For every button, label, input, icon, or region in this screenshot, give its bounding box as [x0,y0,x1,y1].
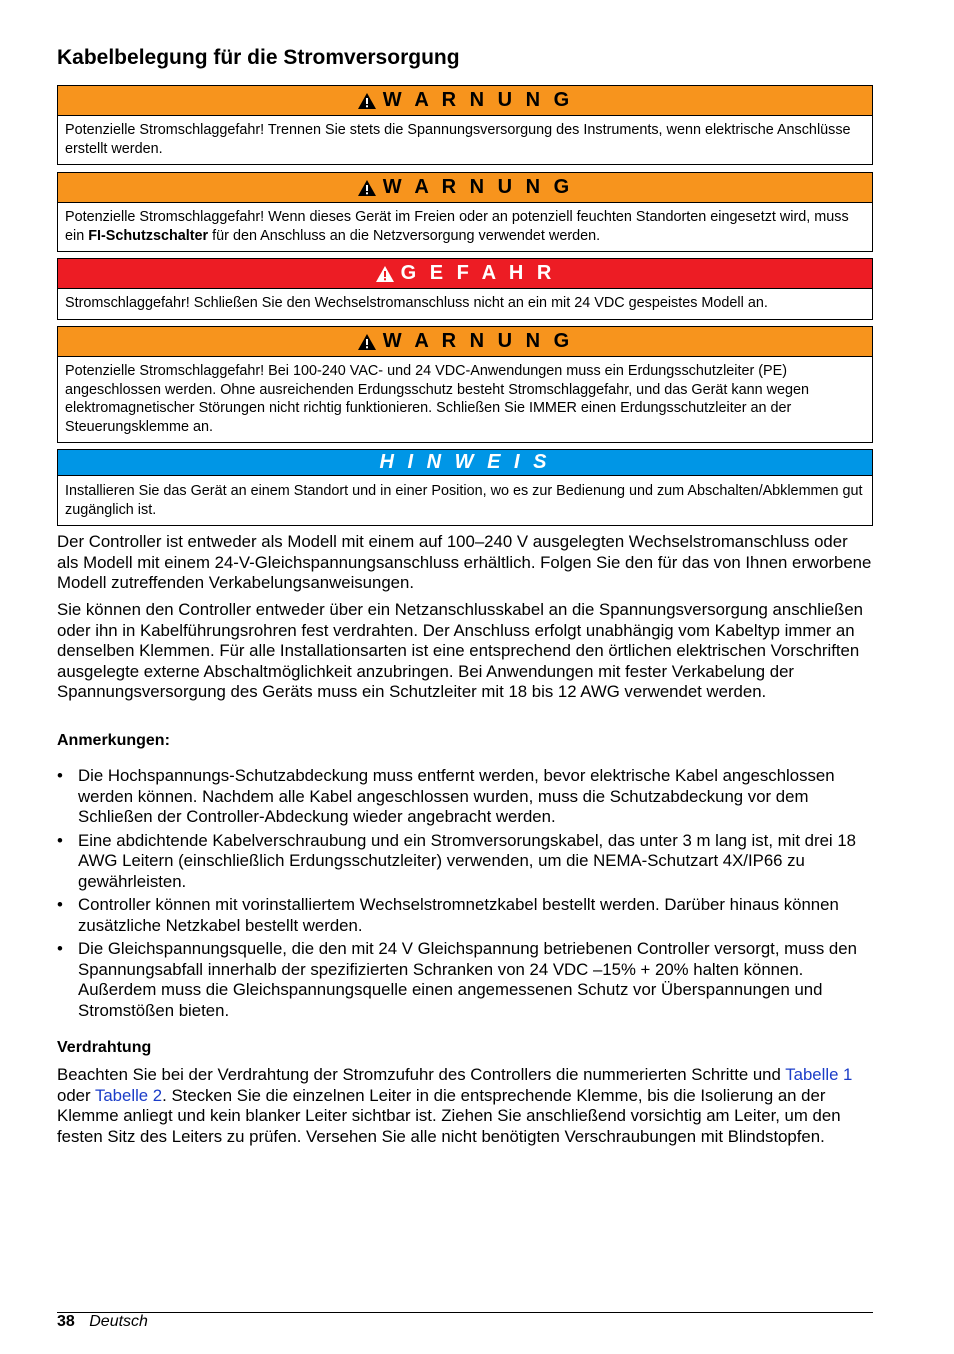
warning-header [58,173,872,203]
notice-box [57,449,873,526]
notice-text: Installieren Sie das Gerät an einem Standort und in einer Position, wo es zur Bedienung und zum Abschalten/Abklemmen gut zugänglich ist. [65,483,863,518]
warning-label: W A R N U N G [382,176,574,198]
section-title: Kabelbelegung für die Stromversorgung [57,46,460,69]
warning-text: Potenzielle Stromschlaggefahr! Trennen Sie stets die Spannungsversorgung des Instruments, wenn elektrische Anschlüsse erstellt werden. [65,122,851,157]
danger-header [58,259,872,289]
warning-triangle-icon [357,333,377,351]
warning-text: Potenzielle Stromschlaggefahr! Bei 100-240 VAC- und 24 VDC-Anwendungen muss ein Erdungsschutzleiter (PE) angeschlossen werden. Ohne ausreichenden Erdungsschutz besteht Stromschlaggefahr, und das Gerät kann wegen elektromagnetischer Störungen nicht richtig funktionieren. Schließen Sie IMMER einen Erdungsschutzleiter an der Steuerungsklemme an. [65,363,809,435]
page-footer [57,1313,148,1331]
list-item: • Die Hochspannungs-Schutzabdeckung muss entfernt werden, bevor elektrische Kabel angeschlossen werden können. Nachdem alle Kabel angeschlossen wurden, muss die Schutzabdeckung vor dem Schließen der Controller-Abdeckung wieder angebracht werden. [57,766,835,826]
footer-language: Deutsch [89,1313,148,1330]
page-number: 38 [57,1313,75,1330]
table-1-link[interactable]: Tabelle 1 [785,1065,853,1084]
footer-divider [57,1312,873,1313]
wiring-paragraph: Beachten Sie bei der Verdrahtung der Stromzufuhr des Controllers die nummerierten Schritte und Tabelle 1 oder Tabelle 2. Stecken Sie die einzelnen Leiter in die entsprechende Klemme, bis die Isolierung an der Klemme anliegt und kein blanker Leiter sichtbar ist. Ziehen Sie anschließend vorsichtig am Leiter, um den festen Sitz des Leiters zu prüfen. Versehen Sie alle nicht benötigten Verschraubungen mit Blindstopfen. [57,1065,853,1146]
warning-label: W A R N U N G [382,330,574,352]
warning-header [58,327,872,357]
danger-triangle-icon [375,265,395,283]
wiring-heading: Verdrahtung [57,1039,152,1056]
list-item: • Eine abdichtende Kabelverschraubung und ein Stromversorungskabel, das unter 3 m lang ist, mit drei 18 AWG Leitern (einschließlich Erdungsschutzleiter) verwenden, um die NEMA-Schutzart 4X/IP66 zu gewährleisten. [57,830,856,891]
intro-paragraph: Der Controller ist entweder als Modell mit einem auf 100–240 V ausgelegten Wechselstromanschluss oder als Modell mit einem 24-V-Gleichspannungsanschluss erhältlich. Folgen Sie den für das von Ihnen erworbene Modell zutreffenden Verkabelungsanweisungen. [57,532,872,592]
table-2-link[interactable]: Tabelle 2 [94,1085,163,1105]
danger-label: G E F A H R [400,262,556,284]
warning-header [58,86,872,116]
connection-paragraph: Sie können den Controller entweder über ein Netzanschlusskabel an die Spannungsversorgung anschließen oder ihn in Kabelführungsrohren fest verdrahten. Der Anschluss erfolgt unabhängig vom Kabeltyp immer an denselben Klemmen. Für alle Installationsarten ist eine entsprechend den örtlichen elektrischen Vorschriften ausgelegte externe Abschaltmöglichkeit anzubringen. Bei Anwendungen mit fester Verkabelung der Spannungsversorgung des Geräts muss ein Schutzleiter mit 18 bis 12 AWG verwendet werden. [57,600,864,701]
danger-box [57,258,873,320]
warning-box-1 [57,85,873,165]
list-item: • Controller können mit vorinstalliertem Wechselstromnetzkabel bestellt werden. Darüber hinaus können zusätzliche Netzkabel bestellt werden. [57,895,839,935]
danger-text: Stromschlaggefahr! Schließen Sie den Wechselstromanschluss nicht an ein mit 24 VDC gespeistes Modell an. [65,295,768,311]
warning-triangle-icon [357,179,377,197]
warning-triangle-icon [357,92,377,110]
warning-text: Potenzielle Stromschlaggefahr! Wenn dieses Gerät im Freien oder an potenziell feuchten Standorten eingesetzt wird, muss ein FI-Schutzschalter für den Anschluss an die Netzversorgung verwendet werden. [65,209,849,244]
warning-label: W A R N U N G [382,89,574,111]
notice-header: H I N W E I S [58,450,872,476]
notes-heading: Anmerkungen: [57,732,170,749]
warning-box-2 [57,172,873,252]
fi-switch-term: FI-Schutzschalter [88,227,209,244]
warning-box-3 [57,326,873,443]
list-item: • Die Gleichspannungsquelle, die den mit 24 V Gleichspannung betriebenen Controller versorgt, muss den Spannungsabfall innerhalb der spezifizierten Schranken von 24 VDC –15% + 20% halten können. Außerdem muss die Gleichspannungsquelle einen angemessenen Schutz vor Überspannungen und Stromstößen bieten. [57,939,857,1020]
notes-list [57,766,873,1024]
